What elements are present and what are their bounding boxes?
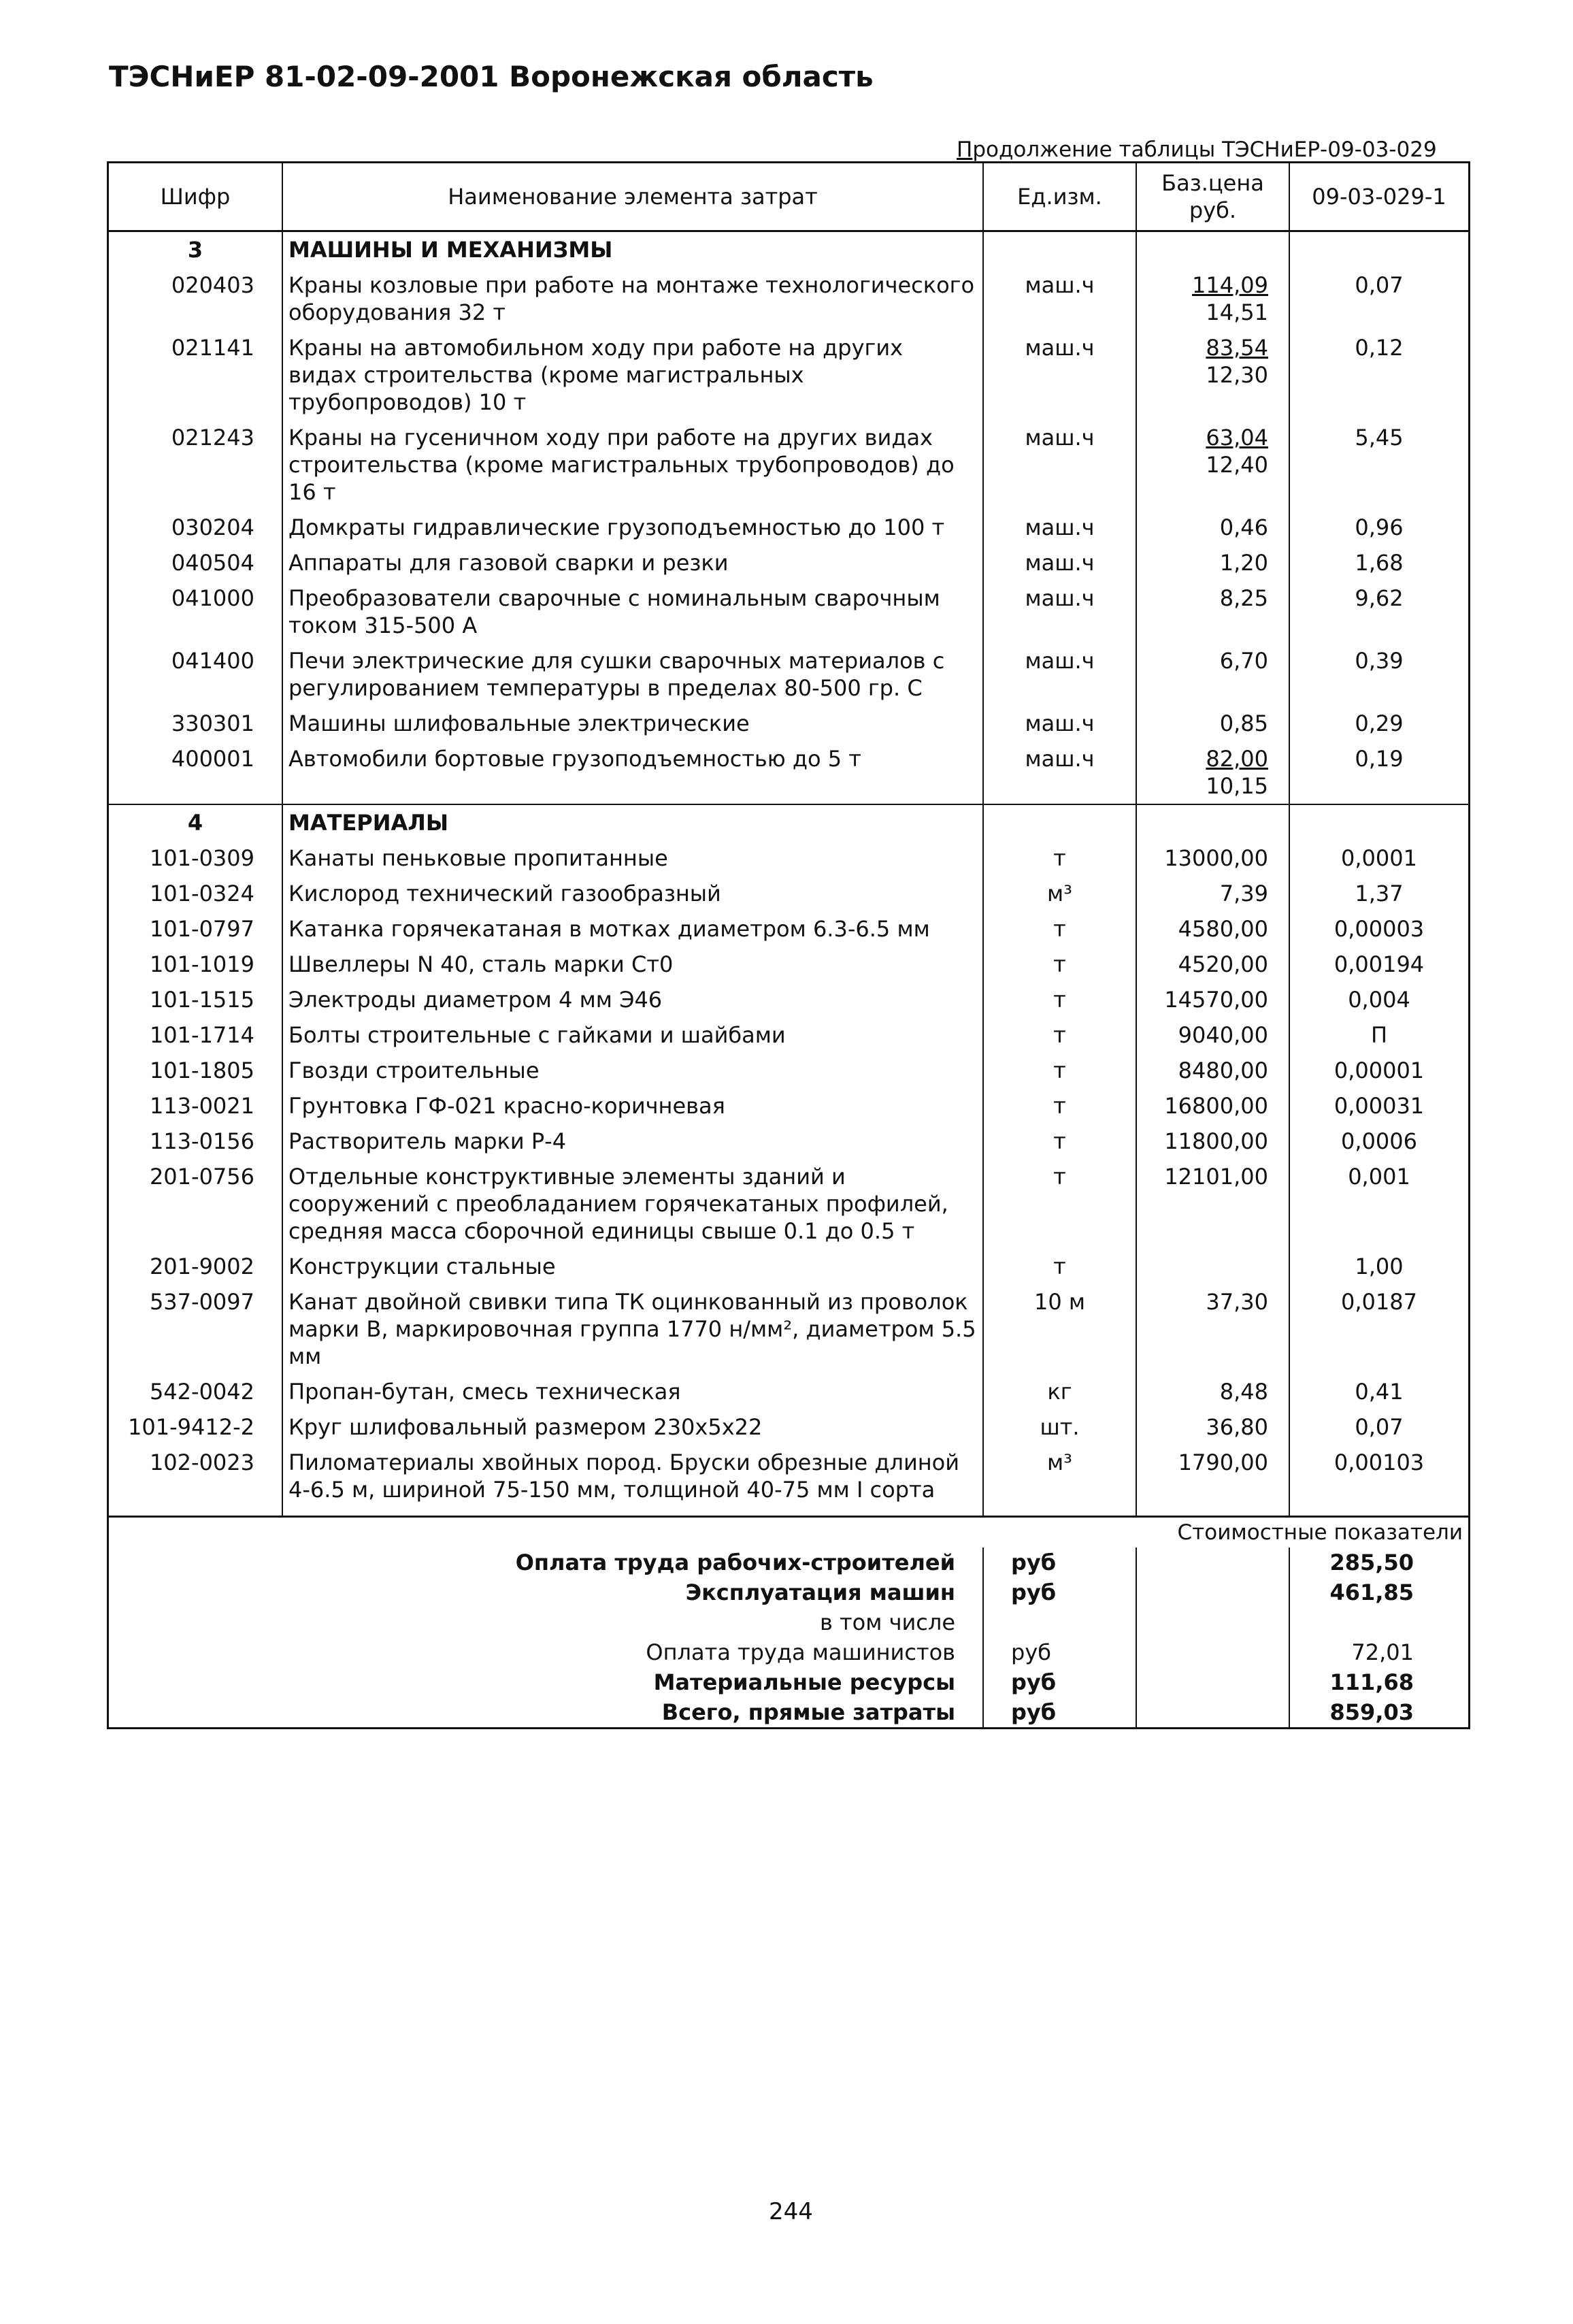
resource-table [107,161,1470,1729]
row-price [1136,510,1289,545]
row-unit: шт. [983,1409,1136,1445]
table-row [109,840,1468,876]
header-unit: Ед.изм. [983,163,1136,231]
price-value: 8,25 [1219,585,1268,611]
row-norm: 0,0187 [1289,1284,1468,1374]
price-value: 83,54 [1206,335,1268,361]
row-code: 201-0756 [149,1164,254,1190]
row-code: 113-0021 [149,1093,254,1119]
row-norm: 0,00003 [1289,911,1468,947]
row-code: 400001 [171,746,254,772]
table-row [109,1124,1468,1159]
row-norm: 0,07 [1289,267,1468,330]
row-price [1136,741,1289,804]
table-row [109,1249,1468,1284]
summary-gap [1136,1548,1289,1577]
row-norm: 1,37 [1289,876,1468,911]
row-price [1136,643,1289,706]
row-name: Конструкции стальные [282,1249,983,1284]
row-code: 040504 [171,550,254,576]
spacer-cell [1136,1507,1289,1516]
summary-gap [1136,1637,1289,1667]
summary-row [109,1577,1468,1607]
row-name: Аппараты для газовой сварки и резки [282,545,983,580]
row-name: Канаты пеньковые пропитанные [282,840,983,876]
price-value: 6,70 [1219,648,1268,674]
table-row [109,1053,1468,1088]
row-price: 13000,00 [1136,840,1289,876]
table-row [109,1017,1468,1053]
row-unit: т [983,1053,1136,1088]
table-row [109,330,1468,420]
spacer-cell [282,1507,983,1516]
row-price [1136,580,1289,643]
table-row [109,1159,1468,1249]
row-norm: П [1289,1017,1468,1053]
row-name: Краны на гусеничном ходу при работе на других видах строительства (кроме магистральных трубопроводов) до 16 т [282,420,983,510]
summary-value: 859,03 [1289,1697,1468,1727]
summary-unit: руб [983,1697,1136,1727]
row-name: Растворитель марки Р-4 [282,1124,983,1159]
row-price: 7,39 [1136,876,1289,911]
caption-first-letter: П [957,137,973,162]
row-name: Канат двойной свивки типа ТК оцинкованный из проволок марки В, маркировочная группа 1770 н/мм², диаметром 5.5 мм [282,1284,983,1374]
price-value: 0,46 [1219,514,1268,540]
summary-gap [1136,1607,1289,1637]
table-row [109,510,1468,545]
row-code: 101-0324 [149,881,254,906]
row-code: 537-0097 [149,1289,254,1315]
row-price: 1790,00 [1136,1445,1289,1507]
row-unit: маш.ч [983,741,1136,804]
summary-label: Оплата труда машинистов [646,1639,955,1665]
row-code: 101-1805 [149,1058,254,1083]
row-unit: т [983,911,1136,947]
summary-label: в том числе [820,1609,955,1635]
row-unit: т [983,947,1136,982]
summary-table [109,1516,1468,1727]
table-row [109,741,1468,804]
summary-row [109,1667,1468,1697]
row-unit: кг [983,1374,1136,1409]
page-number: 244 [769,2198,813,2225]
table-row [109,1374,1468,1409]
row-norm: 0,00031 [1289,1088,1468,1124]
row-code: 330301 [171,710,254,736]
table-continuation-caption [957,137,1437,162]
row-code: 041000 [171,585,254,611]
row-code: 542-0042 [149,1379,254,1405]
row-norm: 0,00103 [1289,1445,1468,1507]
summary-value: 111,68 [1289,1667,1468,1697]
row-name: Круг шлифовальный размером 230х5х22 [282,1409,983,1445]
header-price: Баз.цена руб. [1136,163,1289,231]
row-unit: т [983,1249,1136,1284]
row-code: 101-1019 [149,951,254,977]
summary-value: 285,50 [1289,1548,1468,1577]
table-header-row [109,163,1468,231]
row-name: Преобразователи сварочные с номинальным сварочным током 315-500 А [282,580,983,643]
row-name: Гвозди строительные [282,1053,983,1088]
caption-rest: родолжение таблицы ТЭСНиЕР-09-03-029 [972,137,1437,162]
summary-value: 72,01 [1289,1637,1468,1667]
row-name: Пропан-бутан, смесь техническая [282,1374,983,1409]
row-price: 9040,00 [1136,1017,1289,1053]
row-name: Краны на автомобильном ходу при работе на других видах строительства (кроме магистральных трубопроводов) 10 т [282,330,983,420]
header-name: Наименование элемента затрат [282,163,983,231]
row-unit: т [983,982,1136,1017]
row-code: 101-1515 [149,987,254,1013]
spacer-cell [1289,1507,1468,1516]
price-value: 63,04 [1206,425,1268,451]
section-number: 3 [187,237,203,263]
table-row [109,1284,1468,1374]
table-row [109,911,1468,947]
row-norm: 1,00 [1289,1249,1468,1284]
table-row [109,1088,1468,1124]
summary-unit [983,1607,1136,1637]
summary-unit: руб [983,1577,1136,1607]
summary-row [109,1548,1468,1577]
summary-unit: руб [983,1637,1136,1667]
summary-label: Материальные ресурсы [653,1669,955,1695]
price-wage-value: 12,30 [1206,362,1268,388]
summary-label: Эксплуатация машин [685,1580,955,1605]
summary-row [109,1607,1468,1637]
section-title: МАТЕРИАЛЫ [282,804,983,840]
row-norm: 5,45 [1289,420,1468,510]
row-code: 030204 [171,514,254,540]
row-unit: маш.ч [983,267,1136,330]
table-body [109,231,1468,1516]
row-code: 101-9412-2 [128,1414,254,1440]
row-norm: 0,39 [1289,643,1468,706]
row-price: 16800,00 [1136,1088,1289,1124]
row-name: Автомобили бортовые грузоподъемностью до 5 т [282,741,983,804]
table-row [109,947,1468,982]
row-unit: маш.ч [983,706,1136,741]
table-row [109,545,1468,580]
row-price [1136,420,1289,510]
row-price [1136,706,1289,741]
row-code: 101-0797 [149,916,254,942]
row-name: Домкраты гидравлические грузоподъемностью до 100 т [282,510,983,545]
row-norm: 0,19 [1289,741,1468,804]
summary-gap [1136,1697,1289,1727]
summary-gap [1136,1667,1289,1697]
row-unit: маш.ч [983,510,1136,545]
table-row [109,580,1468,643]
spacer-cell [983,1507,1136,1516]
summary-row [109,1697,1468,1727]
row-price: 4520,00 [1136,947,1289,982]
row-unit: т [983,1159,1136,1249]
summary-unit: руб [983,1667,1136,1697]
row-norm: 0,07 [1289,1409,1468,1445]
summary-gap [1136,1577,1289,1607]
row-code: 101-0309 [149,845,254,871]
document-title: ТЭСНиЕР 81-02-09-2001 Воронежская область [109,60,874,93]
row-name: Краны козловые при работе на монтаже технологического оборудования 32 т [282,267,983,330]
table-row [109,982,1468,1017]
table-row [109,1409,1468,1445]
row-norm: 0,00001 [1289,1053,1468,1088]
row-price: 8480,00 [1136,1053,1289,1088]
table-row [109,706,1468,741]
row-norm: 0,001 [1289,1159,1468,1249]
row-name: Печи электрические для сушки сварочных материалов с регулированием температуры в пределах 80-500 гр. С [282,643,983,706]
section-blank [983,804,1136,840]
summary-value: 461,85 [1289,1577,1468,1607]
row-price: 11800,00 [1136,1124,1289,1159]
row-price: 37,30 [1136,1284,1289,1374]
price-value: 1,20 [1219,550,1268,576]
table-row [109,876,1468,911]
row-norm: 0,96 [1289,510,1468,545]
row-norm: 0,12 [1289,330,1468,420]
summary-caption-row [109,1517,1468,1548]
row-name: Грунтовка ГФ-021 красно-коричневая [282,1088,983,1124]
section-blank [1289,804,1468,840]
row-code: 201-9002 [149,1254,254,1279]
table-spacer-row [109,1507,1468,1516]
row-price: 14570,00 [1136,982,1289,1017]
table-row [109,267,1468,330]
price-wage-value: 14,51 [1206,299,1268,325]
row-unit: м³ [983,876,1136,911]
row-norm: 0,00194 [1289,947,1468,982]
row-code: 021141 [171,335,254,361]
row-name: Кислород технический газообразный [282,876,983,911]
row-price: 12101,00 [1136,1159,1289,1249]
row-unit: маш.ч [983,643,1136,706]
row-unit: т [983,1017,1136,1053]
row-price: 36,80 [1136,1409,1289,1445]
table-row [109,420,1468,510]
price-wage-value: 10,15 [1206,773,1268,799]
summary-caption: Стоимостные показатели [109,1517,1468,1548]
table-row [109,643,1468,706]
row-norm: 0,0006 [1289,1124,1468,1159]
row-code: 021243 [171,425,254,451]
row-price [1136,330,1289,420]
summary-body [109,1517,1468,1728]
section-row-machines [109,231,1468,268]
row-unit: маш.ч [983,545,1136,580]
row-name: Машины шлифовальные электрические [282,706,983,741]
row-norm: 9,62 [1289,580,1468,643]
summary-value [1289,1607,1468,1637]
row-unit: маш.ч [983,420,1136,510]
row-code: 102-0023 [149,1450,254,1475]
header-norm: 09-03-029-1 [1289,163,1468,231]
row-unit: м³ [983,1445,1136,1507]
row-unit: маш.ч [983,330,1136,420]
summary-unit: руб [983,1548,1136,1577]
section-blank [1136,804,1289,840]
summary-label: Оплата труда рабочих-строителей [515,1550,955,1575]
row-norm: 0,41 [1289,1374,1468,1409]
row-code: 020403 [171,272,254,298]
row-unit: т [983,1124,1136,1159]
row-name: Швеллеры N 40, сталь марки Ст0 [282,947,983,982]
section-row-materials [109,804,1468,840]
row-price: 8,48 [1136,1374,1289,1409]
row-code: 113-0156 [149,1128,254,1154]
section-title: МАШИНЫ И МЕХАНИЗМЫ [282,231,983,268]
row-name: Болты строительные с гайками и шайбами [282,1017,983,1053]
row-name: Отдельные конструктивные элементы зданий и сооружений с преобладанием горячекатаных профилей, средняя масса сборочной единицы свыше 0.1 до 0.5 т [282,1159,983,1249]
row-name: Пиломатериалы хвойных пород. Бруски обрезные длиной 4-6.5 м, шириной 75-150 мм, толщиной 40-75 мм I сорта [282,1445,983,1507]
row-price [1136,267,1289,330]
row-unit: т [983,840,1136,876]
row-norm: 1,68 [1289,545,1468,580]
resource-table-grid [109,163,1468,1516]
row-norm: 0,0001 [1289,840,1468,876]
row-name: Катанка горячекатаная в мотках диаметром 6.3-6.5 мм [282,911,983,947]
section-number: 4 [109,804,282,840]
price-wage-value: 12,40 [1206,452,1268,478]
table-row [109,1445,1468,1507]
row-price: 4580,00 [1136,911,1289,947]
row-name: Электроды диаметром 4 мм Э46 [282,982,983,1017]
spacer-cell [109,1507,282,1516]
summary-label: Всего, прямые затраты [661,1699,955,1725]
row-norm: 0,004 [1289,982,1468,1017]
row-unit: т [983,1088,1136,1124]
row-code: 101-1714 [149,1022,254,1048]
row-unit: 10 м [983,1284,1136,1374]
row-price [1136,1249,1289,1284]
row-price [1136,545,1289,580]
price-value: 0,85 [1219,710,1268,736]
row-norm: 0,29 [1289,706,1468,741]
price-value: 114,09 [1192,272,1268,298]
row-code: 041400 [171,648,254,674]
price-value: 82,00 [1206,746,1268,772]
header-code: Шифр [109,163,282,231]
summary-row [109,1637,1468,1667]
row-unit: маш.ч [983,580,1136,643]
